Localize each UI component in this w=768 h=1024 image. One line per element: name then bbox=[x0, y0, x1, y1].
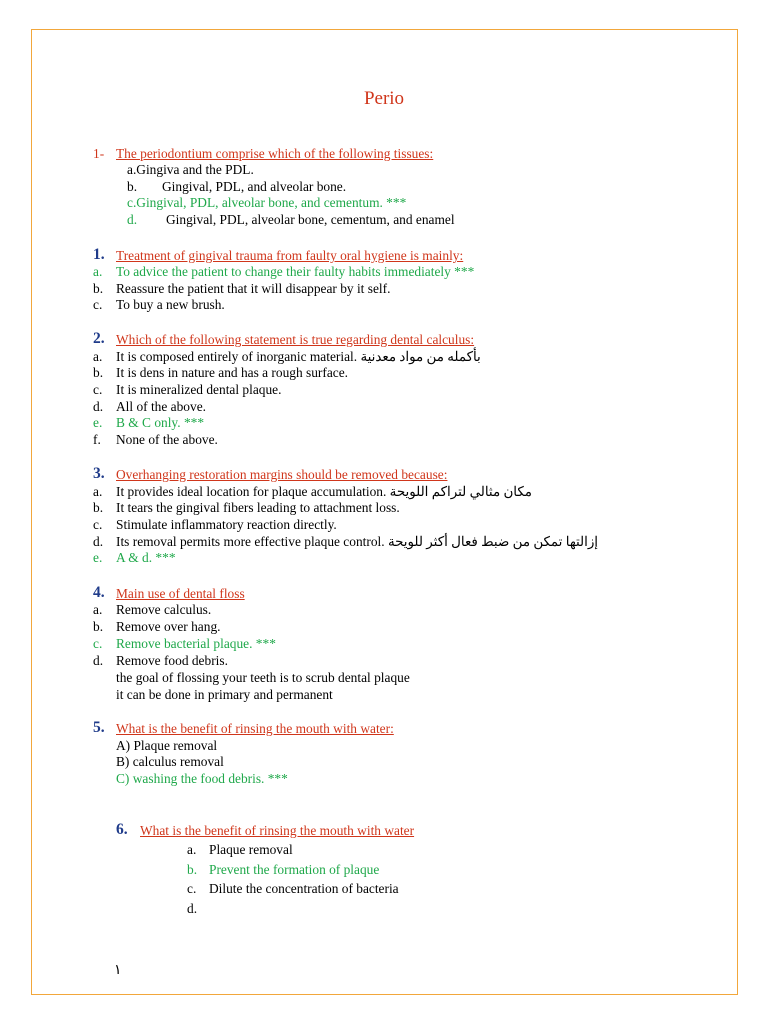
option-text: B) calculus removal bbox=[116, 754, 224, 769]
option-text: It is mineralized dental plaque. bbox=[116, 382, 282, 397]
option-text: Dilute the concentration of bacteria bbox=[209, 881, 399, 896]
option-letter: c. bbox=[93, 297, 103, 312]
option-letter: a. bbox=[93, 264, 103, 279]
option-text: Remove calculus. bbox=[116, 602, 212, 617]
option-b-letter: b. bbox=[127, 179, 138, 194]
question-text: What is the benefit of rinsing the mouth with water bbox=[140, 823, 415, 838]
question-number: 4. bbox=[93, 584, 105, 601]
option-letter: a. bbox=[187, 842, 197, 857]
question-text: The periodontium comprise which of the following tissues: bbox=[116, 146, 434, 161]
option-text: Remove over hang. bbox=[116, 619, 221, 634]
option-text-correct: To advice the patient to change their faulty habits immediately *** bbox=[116, 264, 475, 279]
option-letter: e. bbox=[93, 550, 103, 565]
option-b: Gingival, PDL, and alveolar bone. bbox=[162, 179, 347, 194]
option-text: It is dens in nature and has a rough surface. bbox=[116, 365, 349, 380]
option-letter: b. bbox=[93, 365, 104, 380]
option-letter: d. bbox=[187, 901, 198, 916]
option-text-correct: C) washing the food debris. *** bbox=[116, 771, 288, 786]
option-text: A) Plaque removal bbox=[116, 738, 218, 753]
option-letter: d. bbox=[93, 534, 104, 549]
option-letter: b. bbox=[93, 281, 104, 296]
question-text: Which of the following statement is true regarding dental calculus: bbox=[116, 332, 475, 347]
option-c-correct: c.Gingival, PDL, alveolar bone, and cementum. *** bbox=[127, 195, 407, 210]
question-text: Overhanging restoration margins should be removed because: bbox=[116, 467, 448, 482]
option-text: All of the above. bbox=[116, 399, 206, 414]
option-letter: c. bbox=[93, 382, 103, 397]
option-letter: f. bbox=[93, 432, 101, 447]
option-text: Stimulate inflammatory reaction directly. bbox=[116, 517, 337, 532]
note-text: the goal of flossing your teeth is to scrub dental plaque bbox=[116, 670, 410, 685]
question-number: 2. bbox=[93, 330, 105, 347]
option-text: Plaque removal bbox=[209, 842, 293, 857]
question-text: What is the benefit of rinsing the mouth with water: bbox=[116, 721, 394, 736]
option-letter: e. bbox=[93, 415, 103, 430]
option-text-correct: A & d. *** bbox=[116, 550, 176, 565]
option-text: To buy a new brush. bbox=[116, 297, 225, 312]
option-text: None of the above. bbox=[116, 432, 218, 447]
option-letter: a. bbox=[93, 484, 103, 499]
option-text: It is composed entirely of inorganic material. بأكمله من مواد معدنية bbox=[116, 349, 481, 364]
option-d: Gingival, PDL, alveolar bone, cementum, and enamel bbox=[166, 212, 455, 227]
option-text: Remove food debris. bbox=[116, 653, 228, 668]
option-text-correct: B & C only. *** bbox=[116, 415, 205, 430]
option-text: Its removal permits more effective plaque control. إزالتها تمكن من ضبط فعال أكثر للويحة bbox=[116, 534, 599, 549]
option-text-correct: Prevent the formation of plaque bbox=[209, 862, 380, 877]
option-d-letter: d. bbox=[127, 212, 138, 227]
question-number: 1- bbox=[93, 146, 105, 161]
option-text: Reassure the patient that it will disappear by it self. bbox=[116, 281, 391, 296]
note-text: it can be done in primary and permanent bbox=[116, 687, 333, 702]
option-text: It tears the gingival fibers leading to attachment loss. bbox=[116, 500, 400, 515]
question-number: 3. bbox=[93, 465, 105, 482]
option-letter: b. bbox=[93, 619, 104, 634]
option-letter: d. bbox=[93, 399, 104, 414]
page-number: ١ bbox=[114, 963, 122, 978]
page-title: Perio bbox=[363, 88, 405, 109]
question-text: Treatment of gingival trauma from faulty oral hygiene is mainly: bbox=[116, 248, 464, 263]
option-letter: c. bbox=[93, 636, 103, 651]
option-letter: b. bbox=[93, 500, 104, 515]
option-letter: c. bbox=[187, 881, 197, 896]
option-letter: b. bbox=[187, 862, 198, 877]
question-text: Main use of dental floss bbox=[116, 586, 245, 601]
question-number: 5. bbox=[93, 719, 105, 736]
option-a: a.Gingiva and the PDL. bbox=[127, 162, 254, 177]
question-number: 1. bbox=[93, 246, 105, 263]
option-letter: a. bbox=[93, 349, 103, 364]
option-letter: d. bbox=[93, 653, 104, 668]
option-letter: c. bbox=[93, 517, 103, 532]
option-letter: a. bbox=[93, 602, 103, 617]
option-text: It provides ideal location for plaque accumulation. مكان مثالي لتراكم اللويحة bbox=[116, 484, 532, 499]
question-number: 6. bbox=[116, 821, 128, 838]
option-text-correct: Remove bacterial plaque. *** bbox=[116, 636, 276, 651]
